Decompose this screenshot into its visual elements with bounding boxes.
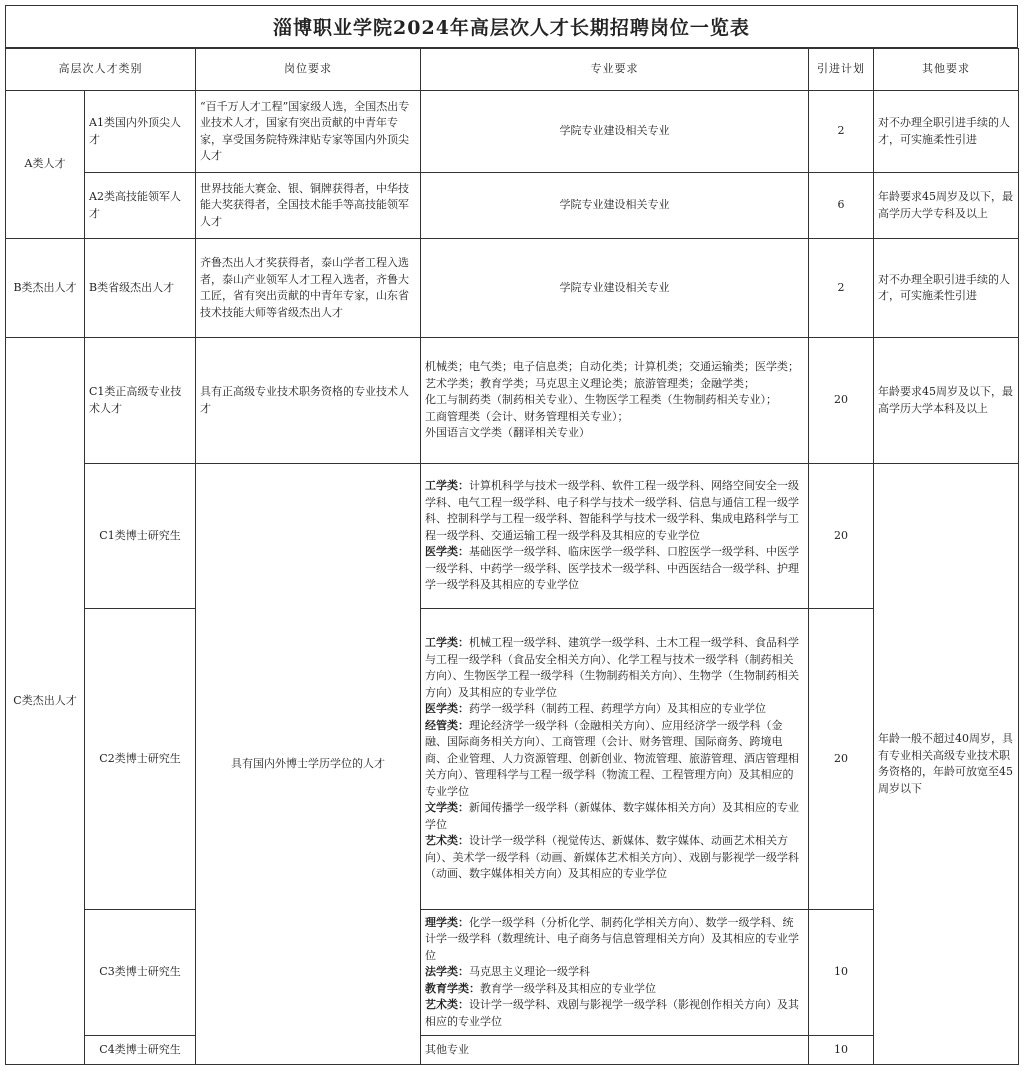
other-c1: 年龄要求45周岁及以下，最高学历大学本科及以上 [874, 338, 1019, 464]
plan-a1: 2 [809, 91, 874, 173]
table-row [6, 464, 1019, 609]
major-group-text: 药学一级学科（制药工程、药理学方向）及其相应的专业学位 [469, 702, 766, 716]
table-row [6, 173, 1019, 239]
major-c1-line: 外国语言文学类（翻译相关专业） [425, 426, 590, 440]
major-group-label: 经管类： [425, 718, 469, 732]
post-a2: 世界技能大赛金、银、铜牌获得者，中华技能大奖获得者，全国技术能手等高技能领军人才 [196, 173, 421, 239]
major-group-label: 法学类： [425, 965, 469, 979]
major-group [425, 833, 804, 883]
other-a1: 对不办理全职引进手续的人才，可实施柔性引进 [874, 91, 1019, 173]
group-b: B类杰出人才 [6, 239, 85, 338]
plan-c3-doctor: 10 [809, 910, 874, 1036]
major-group-text: 计算机科学与技术一级学科、软件工程一级学科、网络空间安全一级学科、电气工程一级学科、电子科学与技术一级学科、信息与通信工程一级学科、控制科学与工程一级学科、智能科学与技术一级学科、集成电路科学与工程一级学科、交通运输工程一级学科及其相应的专业学位 [425, 479, 799, 542]
major-group [425, 997, 804, 1030]
table-row [6, 338, 1019, 464]
plan-b: 2 [809, 239, 874, 338]
header-other: 其他要求 [874, 49, 1019, 91]
document-title: 淄博职业学院2024年高层次人才长期招聘岗位一览表 [5, 5, 1018, 48]
header-major: 专业要求 [421, 49, 809, 91]
plan-c1: 20 [809, 338, 874, 464]
recruitment-table [5, 48, 1019, 1065]
subcategory-c2-doctor: C2类博士研究生 [85, 609, 196, 910]
major-group-text: 机械工程一级学科、建筑学一级学科、土木工程一级学科、食品科学与工程一级学科（食品安全相关方向）、化学工程与技术一级学科（制药相关方向）、生物医学工程一级学科（生物制药相关方向）、生物学（生物制药相关方向）及其相应的专业学位 [425, 636, 799, 699]
major-group [425, 635, 804, 701]
major-c1-line: 化工与制药类（制药相关专业）、生物医学工程类（生物制药相关专业）； [425, 393, 777, 407]
major-group-label: 理学类： [425, 915, 469, 929]
table-row [6, 91, 1019, 173]
major-group-label: 艺术类： [425, 834, 469, 848]
major-group-label: 医学类： [425, 702, 469, 716]
major-group-text: 设计学一级学科、戏剧与影视学一级学科（影视创作相关方向）及其相应的专业学位 [425, 998, 799, 1028]
table-row [6, 609, 1019, 910]
major-group-text: 基础医学一级学科、临床医学一级学科、口腔医学一级学科、中医学一级学科、中药学一级学科、医学技术一级学科、中西医结合一级学科、护理学一级学科及其相应的专业学位 [425, 545, 799, 592]
plan-c2-doctor: 20 [809, 609, 874, 910]
major-group [425, 718, 804, 801]
subcategory-a1: A1类国内外顶尖人才 [85, 91, 196, 173]
major-group-text: 化学一级学科（分析化学、制药化学相关方向）、数学一级学科、统计学一级学科（数理统计、电子商务与信息管理相关方向）及其相应的专业学位 [425, 915, 799, 962]
major-c1-doctor [421, 464, 809, 609]
subcategory-a2: A2类高技能领军人才 [85, 173, 196, 239]
major-c4-doctor: 其他专业 [421, 1036, 809, 1065]
major-group-label: 艺术类： [425, 998, 469, 1012]
subcategory-b: B类省级杰出人才 [85, 239, 196, 338]
post-c1: 具有正高级专业技术职务资格的专业技术人才 [196, 338, 421, 464]
header-row [6, 49, 1019, 91]
major-a2: 学院专业建设相关专业 [421, 173, 809, 239]
major-b: 学院专业建设相关专业 [421, 239, 809, 338]
other-a2: 年龄要求45周岁及以下，最高学历大学专科及以上 [874, 173, 1019, 239]
header-plan: 引进计划 [809, 49, 874, 91]
major-group [425, 981, 804, 998]
major-c1 [421, 338, 809, 464]
major-group-text: 教育学一级学科及其相应的专业学位 [480, 981, 656, 995]
major-group-label: 工学类： [425, 636, 469, 650]
major-c2-doctor [421, 609, 809, 910]
header-post: 岗位要求 [196, 49, 421, 91]
major-a1: 学院专业建设相关专业 [421, 91, 809, 173]
table-row [6, 910, 1019, 1036]
major-group-label: 教育学类： [425, 981, 480, 995]
major-group-text: 理论经济学一级学科（金融相关方向）、应用经济学一级学科（金融、国际商务相关方向）、工商管理（会计、财务管理、国际商务、跨境电商、企业管理、人力资源管理、创新创业、物流管理、旅游管理、酒店管理相关方向）、管理科学与工程一级学科（物流工程、工程管理方向）及其相应的专业学位 [425, 718, 799, 798]
subcategory-c1-doctor: C1类博士研究生 [85, 464, 196, 609]
major-group-text: 马克思主义理论一级学科 [469, 965, 590, 979]
post-b: 齐鲁杰出人才奖获得者，泰山学者工程入选者，泰山产业领军人才工程入选者，齐鲁大工匠，省有突出贡献的中青年专家，山东省技术技能大师等省级杰出人才 [196, 239, 421, 338]
plan-c1-doctor: 20 [809, 464, 874, 609]
post-a1: “百千万人才工程”国家级人选，全国杰出专业技术人才，国家有突出贡献的中青年专家，享受国务院特殊津贴专家等国内外顶尖人才 [196, 91, 421, 173]
major-group-text: 设计学一级学科（视觉传达、新媒体、数字媒体、动画艺术相关方向）、美术学一级学科（动画、新媒体艺术相关方向）、戏剧与影视学一级学科（动画、数字媒体相关方向）及其相应的专业学位 [425, 834, 799, 881]
major-group-label: 文学类： [425, 801, 469, 815]
subcategory-c3-doctor: C3类博士研究生 [85, 910, 196, 1036]
major-group-label: 医学类： [425, 545, 469, 559]
major-group [425, 478, 804, 544]
major-group [425, 915, 804, 965]
major-group-text: 新闻传播学一级学科（新媒体、数字媒体相关方向）及其相应的专业学位 [425, 801, 799, 831]
major-c1-line: 机械类；电气类；电子信息类；自动化类；计算机类；交通运输类；医学类；艺术学类；教育学类；马克思主义理论类；旅游管理类；金融学类； [425, 360, 799, 390]
major-group [425, 964, 804, 981]
subcategory-c1: C1类正高级专业技术人才 [85, 338, 196, 464]
other-b: 对不办理全职引进手续的人才，可实施柔性引进 [874, 239, 1019, 338]
major-c1-line: 工商管理类（会计、财务管理相关专业）； [425, 409, 629, 423]
major-c3-doctor [421, 910, 809, 1036]
header-category: 高层次人才类别 [6, 49, 196, 91]
group-a: A类人才 [6, 91, 85, 239]
post-doctor: 具有国内外博士学历学位的人才 [196, 464, 421, 1065]
major-group-label: 工学类： [425, 479, 469, 493]
plan-c4-doctor: 10 [809, 1036, 874, 1065]
table-row [6, 239, 1019, 338]
major-group [425, 800, 804, 833]
major-group [425, 701, 804, 718]
major-group [425, 544, 804, 594]
group-c: C类杰出人才 [6, 338, 85, 1065]
plan-a2: 6 [809, 173, 874, 239]
subcategory-c4-doctor: C4类博士研究生 [85, 1036, 196, 1065]
table-row [6, 1036, 1019, 1065]
other-doctor: 年龄一般不超过40周岁，具有专业相关高级专业技术职务资格的，年龄可放宽至45周岁以下 [874, 464, 1019, 1065]
